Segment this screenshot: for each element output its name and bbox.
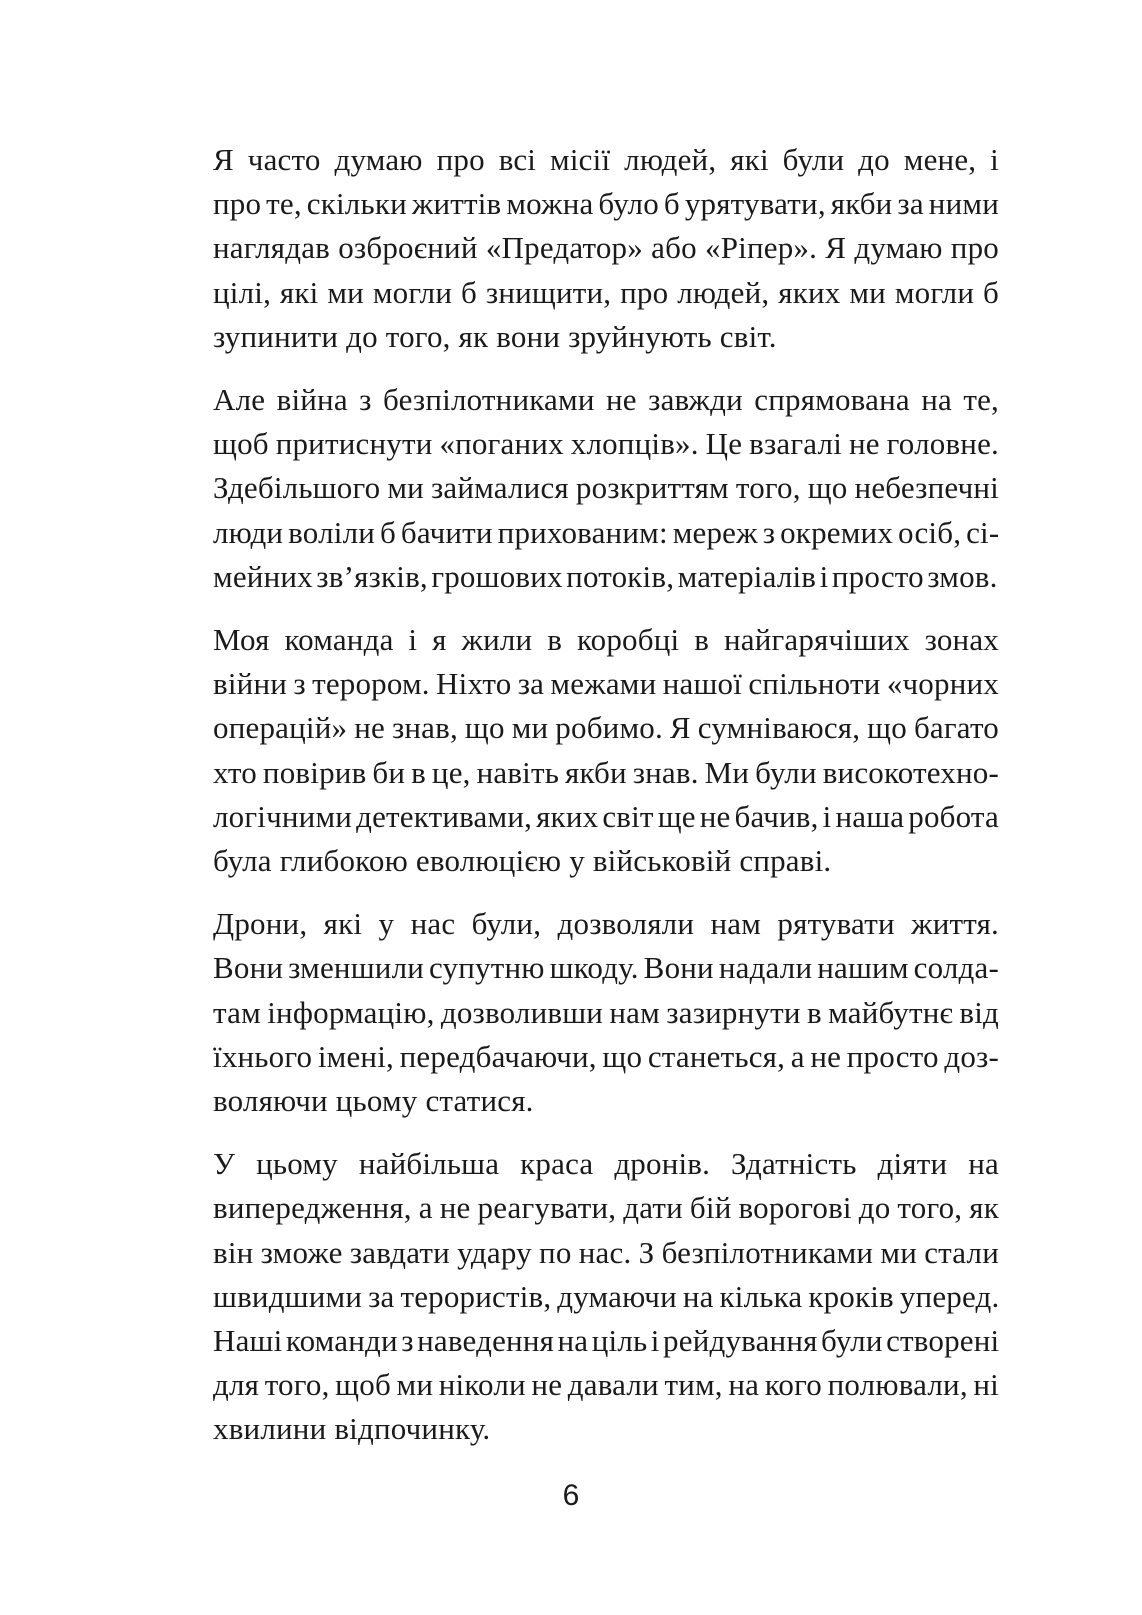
text-line: Я часто думаю про всі місії людей, які були до мене, і bbox=[213, 142, 999, 177]
text-line: про те, скільки життів можна було б урятувати, якби за ними bbox=[213, 186, 999, 222]
text-line: наглядав озброєний «Предатор» або «Ріпер». Я думаю про bbox=[213, 230, 999, 266]
text-line: логічними детективами, яких світ ще не бачив, і наша робота bbox=[213, 798, 999, 834]
text-line: хто повірив би в це, навіть якби знав. Ми були високотехно- bbox=[213, 754, 999, 790]
text-line: зупинити до того, як вони зруйнують світ. bbox=[213, 318, 777, 354]
text-line: там інформацію, дозволивши нам зазирнути в майбутнє від bbox=[213, 994, 999, 1030]
paragraph-2 bbox=[137, 378, 999, 599]
text-line: він зможе завдати удару по нас. З безпілотниками ми стали bbox=[213, 1234, 999, 1270]
text-line: мейних зв’язків, грошових потоків, матеріалів і просто змов. bbox=[213, 558, 998, 594]
text-line: Наші команди з наведення на ціль і рейдування були створені bbox=[213, 1323, 1000, 1359]
text-line: Моя команда і я жили в коробці в найгарячіших зонах bbox=[213, 622, 999, 658]
text-line: цілі, які ми могли б знищити, про людей, яких ми могли б bbox=[213, 274, 999, 310]
text-line: швидшими за терористів, думаючи на кілька кроків уперед. bbox=[213, 1278, 1000, 1314]
text-line: Але війна з безпілотниками не завжди спрямована на те, bbox=[213, 382, 999, 418]
paragraph-4 bbox=[137, 902, 999, 1123]
page-number: 6 bbox=[562, 1479, 580, 1512]
paragraph-3 bbox=[137, 618, 999, 883]
paragraph-5 bbox=[137, 1142, 999, 1451]
text-line: Дрони, які у нас були, дозволяли нам рятувати життя. bbox=[213, 906, 999, 942]
text-line: війни з терором. Ніхто за межами нашої спільноти «чорних bbox=[213, 666, 999, 702]
text-line: Здебільшого ми займалися розкриттям того, що небезпечні bbox=[213, 470, 999, 506]
text-line: воляючи цьому статися. bbox=[213, 1083, 534, 1119]
text-line: У цьому найбільша краса дронів. Здатність діяти на bbox=[213, 1146, 999, 1182]
text-line: хвилини відпочинку. bbox=[213, 1411, 491, 1447]
text-line: випередження, а не реагувати, дати бій ворогові до того, як bbox=[213, 1190, 999, 1226]
text-line: операцій» не знав, що ми робимо. Я сумніваюся, що багато bbox=[213, 710, 999, 746]
text-line: була глибокою еволюцією у військовій справі. bbox=[213, 843, 832, 879]
text-line: люди воліли б бачити прихованим: мереж з окремих осіб, сі- bbox=[213, 514, 1000, 550]
text-line: для того, щоб ми ніколи не давали тим, на кого полювали, ні bbox=[213, 1367, 999, 1403]
paragraph-1 bbox=[137, 138, 999, 359]
text-line: щоб притиснути «поганих хлопців». Це взагалі не головне. bbox=[213, 426, 999, 462]
text-line: їхнього імені, передбачаючи, що станеться, а не просто доз- bbox=[213, 1038, 999, 1074]
text-line: Вони зменшили супутню шкоду. Вони надали нашим солда- bbox=[213, 950, 999, 986]
body-text bbox=[137, 138, 999, 1452]
